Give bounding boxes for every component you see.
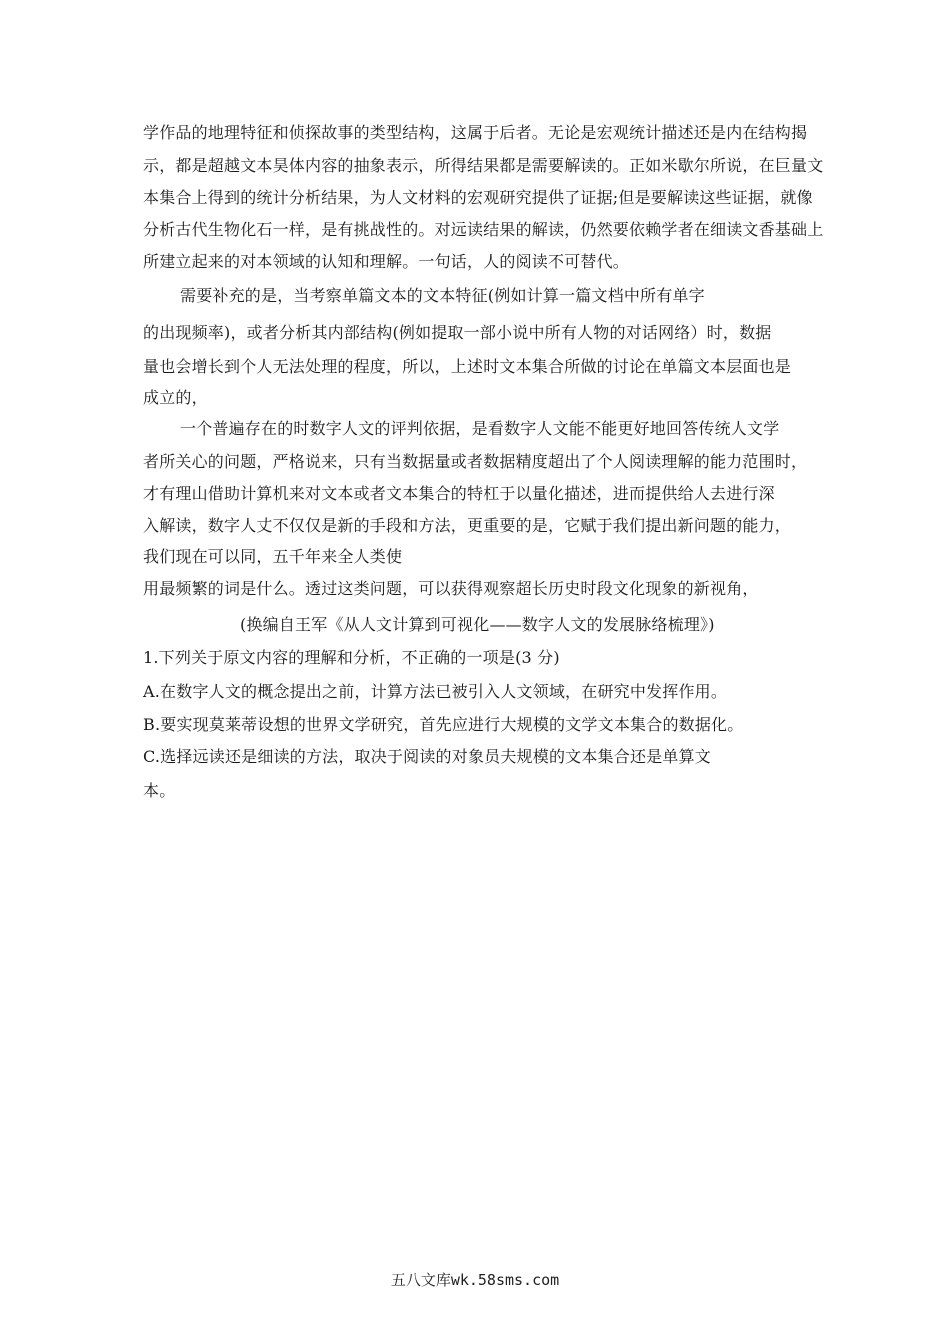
text-line: 分析古代生物化石一样，是有挑战性的。对远读结果的解读，仍然要依赖学者在细读文香基础上 (143, 220, 824, 239)
option-c: C.选择远读还是细读的方法，取决于阅读的对象员夫规模的文本集合还是单算文 (143, 747, 711, 766)
text-line: 一个普遍存在的时数字人文的评判依据，是看数字人文能不能更好地回答传统人文学 (180, 419, 780, 438)
text-line: 的出现频率)，或者分析其内部结构(例如提取一部小说中所有人物的对话网络）时，数据 (143, 323, 772, 342)
text-line: 才有理山借助计算机来对文本或者文本集合的特杠于以量化描述，进而提供给人去进行深 (143, 484, 775, 503)
footer-watermark: 五八文库wk.58sms.com (390, 1271, 560, 1289)
option-c-continued: 本。 (143, 781, 176, 800)
text-line: 示，都是超越文本昊体内容的抽象表示，所得结果都是需要解读的。正如米歇尔所说，在巨量文 (143, 156, 824, 175)
text-line: 入解读，数字人丈不仅仅是新的手段和方法，更重要的是，它赋于我们提出新问题的能力， (143, 516, 792, 535)
text-line: 用最频繁的词是什么。透过这类问题，可以获得观察超长历史时段文化现象的新视角， (143, 579, 759, 598)
text-line: 者所关心的问题，严格说来，只有当数据量或者数据精度超出了个人阅读理解的能力范围时， (143, 452, 808, 471)
text-line: 学作品的地理特征和侦探故事的类型结构，这属于后者。无论是宏观统计描述还是内在结构揭 (143, 123, 808, 142)
text-line: 我们现在可以同，五千年来全人类使 (143, 547, 403, 566)
text-line: 需要补充的是，当考察单篇文本的文本特征(例如计算一篇文档中所有单字 (180, 286, 705, 305)
text-line: 本集合上得到的统计分析结果，为人文材料的宏观研究提供了证据;但是要解读这些证据，就像 (143, 188, 813, 207)
question-stem: 1.下列关于原文内容的理解和分析，不正确的一项是(3 分) (143, 648, 560, 667)
option-b: B.要实现莫莱蒂设想的世界文学研究，首先应进行大规模的文学文本集合的数据化。 (143, 715, 744, 734)
text-line: 成立的， (143, 388, 208, 407)
option-a: A.在数字人文的概念提出之前，计算方法已被引入人文领域，在研究中发挥作用。 (143, 682, 728, 701)
text-line: 所建立起来的对本领域的认知和理解。一句话，人的阅读不可替代。 (143, 252, 630, 271)
source-citation: (换编自王军《从人文计算到可视化——数字人文的发展脉络梳理》) (240, 615, 715, 634)
text-line: 量也会增长到个人无法处理的程度，所以，上述时文本集合所做的讨论在单篇文本层面也是 (143, 357, 792, 376)
